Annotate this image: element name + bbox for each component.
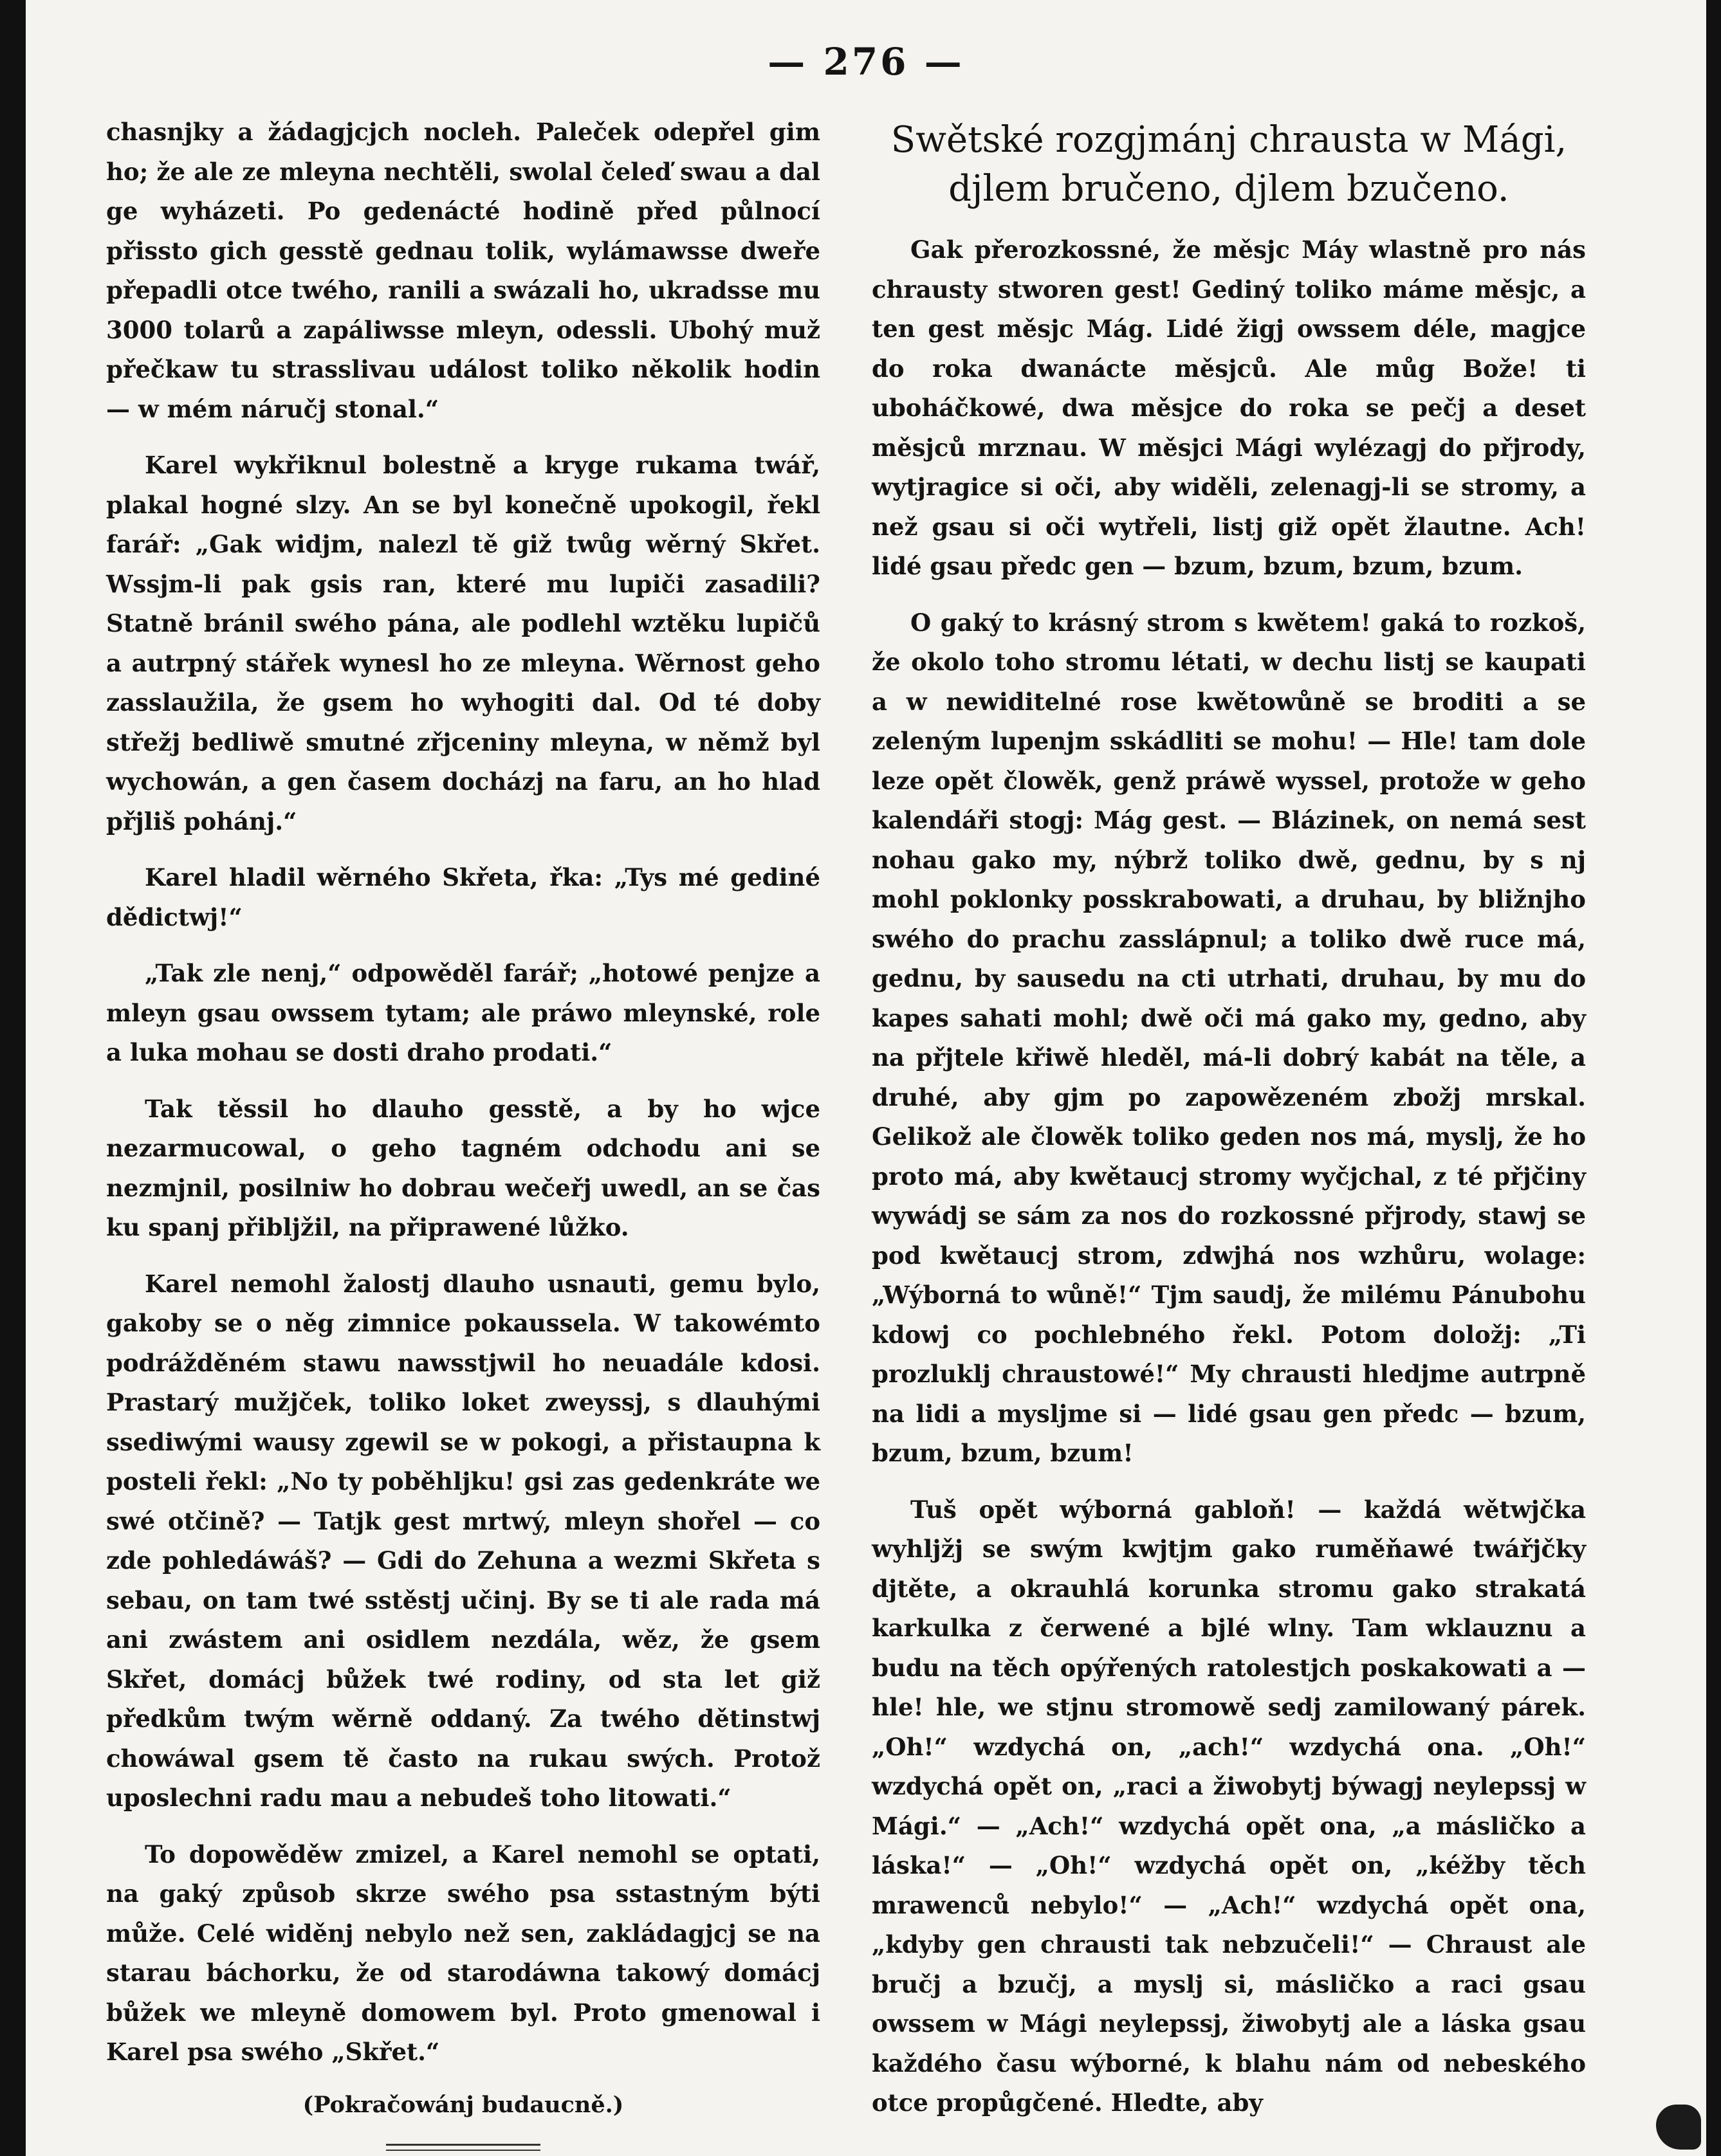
article-title: Swětské rozgjmánj chrausta w Mági, djlem bručeno, djlem bzučeno. (890, 119, 1567, 210)
paragraph: Tak těssil ho dlauho gesstě, a by ho wjce nezarmucowal, o geho tagném odchodu ani se nezmjnil, posilniw ho dobrau wečeřj uwedl, an se čas ku spanj přiblјžil, na připrawené lůžko. (106, 1094, 820, 1241)
left-column (106, 113, 820, 2151)
paragraph: Tuš opět wýborná gabloň! — každá wětwjčka wyhljžj se swým kwjtjm gako ruměňawé twářjčky djtěte, a okrauhlá korunka stromu gako strakatá karkulka z čerwené a bjlé wlny. Tam wklauznu a budu na těch opýřených ratolestjch poskakowati a — hle! hle, we stjnu stromowě sedj zamilowaný párek. „Oh!“ wzdychá on, „ach!“ wzdychá ona. „Oh!“ wzdychá opět on, „raci a žiwobytj býwagj neylepssj w Mági.“ — „Ach!“ wzdychá opět ona, „a másličko a láska!“ — „Oh!“ wzdychá opět on, „kéžby těch mrawenců nebylo!“ — „Ach!“ wzdychá opět ona, „kdyby gen chrausti tak nebzučeli!“ — Chraust ale bručj a bzučj, a myslj si, másličko a raci gsau owssem w Mági neylepssj, žiwobytj ale a láska gsau každého času wýborné, k blahu nám od nebeského otce propůgčené. Hledte, aby (872, 1495, 1586, 2117)
paragraph: To dopowěděw zmizel, a Karel nemohl se optati, na gaký způsob skrze swého psa sstastným býti může. Celé widěnj nebylo než sen, zakládagjcj se na starau báchorku, že od starodáwna takowý domácj bůžek we mleyně domowem byl. Proto gmenowal i Karel psa swého „Skřet.“ (106, 1840, 820, 2066)
paragraph: „Tak zle nenj,“ odpowěděl farář; „hotowé penjze a mleyn gsau owssem tytam; ale práwo mleynské, role a luka mohau se dosti draho prodati.“ (106, 959, 820, 1066)
section-divider (386, 2144, 540, 2151)
continuation-note: (Pokračowánj budaucně.) (302, 2091, 624, 2118)
paragraph: chasnjky a žádagjcjch nocleh. Paleček odepřel gim ho; že ale ze mleyna nechtěli, swolal čeleď swau a dal ge wyházeti. Po gedenácté hodině před půlnocí přissto gich gesstě gednau tolik, wylámawsse dweře přepadli otce twého, ranili a swázali ho, ukradsse mu 3000 tolarů a zapáliwsse mleyn, odessli. Ubohý muž přečkaw tu strasslivau událost toliko několik hodin — w mém náručj stonal.“ (106, 118, 820, 423)
page-number: — 276 — (768, 40, 964, 84)
paragraph: O gaký to krásný strom s kwětem! gaká to rozkoš, že okolo toho stromu létati, w dechu listj se kaupati a w newiditelné rose kwětowůně se broditi a se zeleným lupenjm sskádliti se mohu! — Hle! tam dole leze opět člowěk, genž práwě wyssel, protože w geho kalendáři stogj: Mág gest. — Blázinek, on nemá sest nohau gako my, nýbrž toliko dwě, gednu, by s nj mohl poklonky posskrabowati, a druhau, by bližnjho swého do prachu zasslápnul; a toliko dwě ruce má, gednu, by sausedu na cti utrhati, druhau, by mu do kapes sahati mohl; dwě oči má gako my, gedno, aby na přjtele křiwě hleděl, má-li dobrý kabát na těle, a druhé, aby gjm po zapowězeném zbožj mrskal. Gelikož ale člowěk toliko geden nos má, myslj, že ho proto má, aby kwětaucj stromy wyčjchal, z té přjčiny wywádj se sám za nos do rozkossné přjrody, stawj se pod kwětaucj strom, zdwjhá nos wzhůru, wolage: „Wýborná to wůně!“ Tjm saudj, že milému Pánubohu kdowj co pochlebného řekl. Potom doložj: „Ti prozluklj chraustowé!“ My chrausti hledjme autrpně na lidi a myslјme si — lidé gsau gen předc — bzum, bzum, bzum, bzum! (872, 608, 1586, 1467)
paragraph: Karel hladil wěrného Skřeta, řka: „Tys mé gediné dědictwj!“ (106, 863, 820, 931)
paragraph: Gak přerozkossné, že měsjc Máy wlastně pro nás chrausty stworen gest! Gediný toliko máme měsjc, a ten gest měsjc Mág. Lidé žigj owssem déle, magjce do roka dwanácte měsjců. Ale můg Bože! ti uboháčkowé, dwa měsjce do roka se pečj a deset měsjců mrznau. W měsjci Mági wylézagj do přjrody, wytjragice si oči, aby widěli, zelenagj-li se stromy, a než gsau si oči wytřeli, listj giž opět žlautne. Ach! lidé gsau předc gen — bzum, bzum, bzum, bzum. (872, 235, 1586, 580)
right-column (872, 116, 1586, 2140)
ink-blot (1656, 2105, 1701, 2150)
newspaper-page (26, 0, 1706, 2156)
paragraph: Karel wykřiknul bolestně a kryge rukama twář, plakal hogné slzy. An se byl konečně upokogil, řekl farář: „Gak widjm, nalezl tě giž twůg wěrný Skřet. Wssjm-li pak gsis ran, které mu lupiči zasadili? Statně bránil swého pána, ale podlehl wztěku lupičů a autrpný stářek wynesl ho ze mleyna. Wěrnost geho zasslaužila, že gsem ho wyhogiti dal. Od té doby střežj bedliwě smutné zřjceniny mleyna, w němž byl wychowán, a gen časem docházj na faru, an ho hlad přjliš pohánj.“ (106, 451, 820, 836)
paragraph: Karel nemohl žalostj dlauho usnauti, gemu bylo, gakoby se o něg zimnice pokaussela. W takowémto podrážděném stawu nawsstjwil ho neuadále kdosi. Prastarý mužjček, toliko loket zweyssj, s dlauhými ssediwými wausy zgewil se w pokogi, a přistaupna k posteli řekl: „No ty poběhljku! gsi zas gedenkráte we swé otčině? — Tatjk gest mrtwý, mleyn shořel — co zde pohledáwáš? — Gdi do Zehuna a wezmi Skřeta s sebau, on tam twé sstěstj učinj. By se ti ale rada má ani zwástem ani osidlem nezdála, wěz, že gsem Skřet, domácj bůžek twé rodiny, od sta let giž předkům twým wěrně oddaný. Za twého dětinstwj chowáwal gsem tě často na rukau swých. Protož uposlechni radu mau a nebudeš toho litowati.“ (106, 1269, 820, 1812)
